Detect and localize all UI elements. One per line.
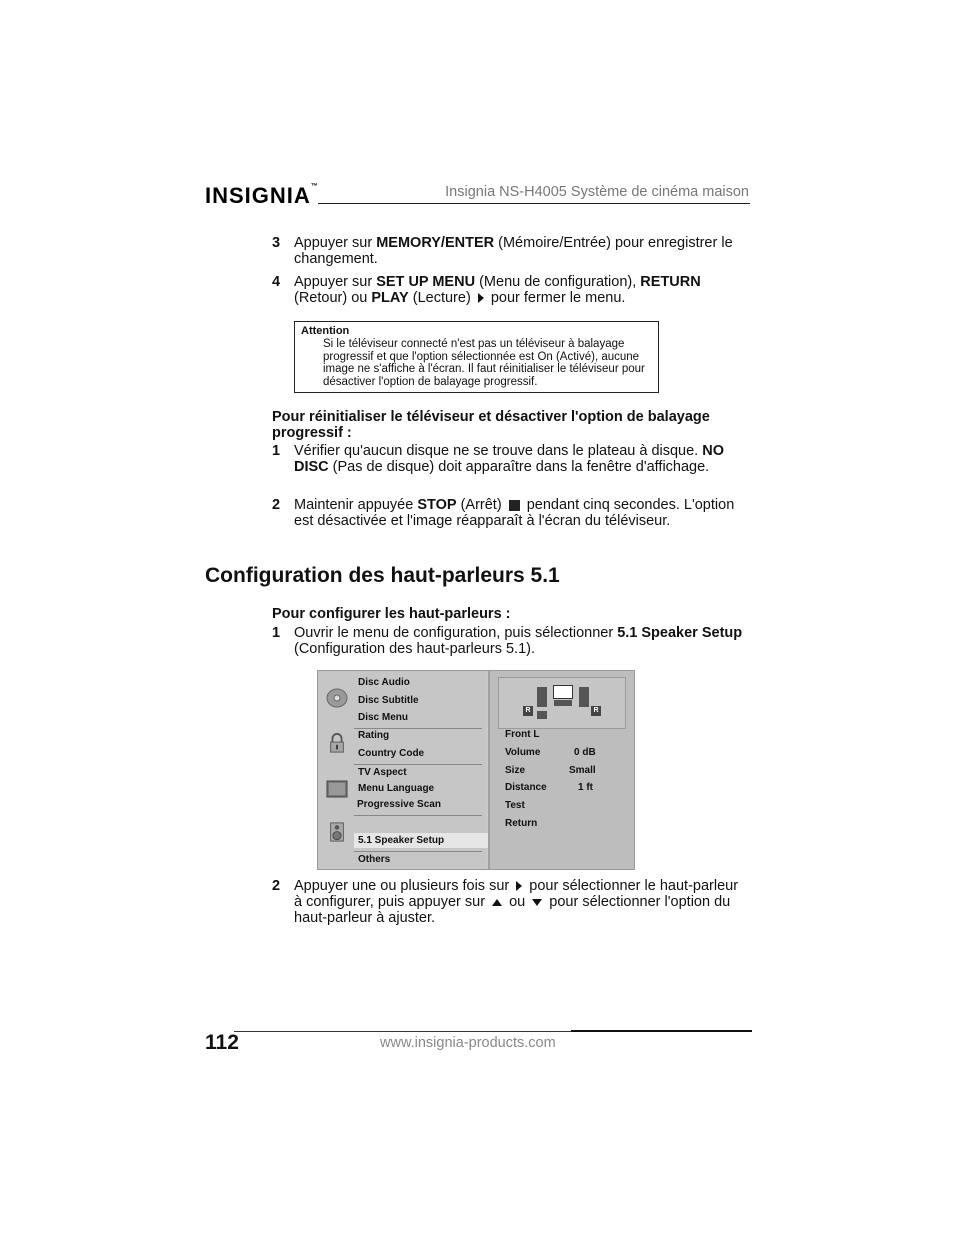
footer-url: www.insignia-products.com — [380, 1035, 556, 1051]
header-divider — [318, 203, 750, 204]
subwoofer-icon — [537, 711, 547, 719]
config-step-2: 2 Appuyer une ou plusieurs fois sur pour sélectionner le haut-parleur à configurer, puis appuyer sur ou pour sélectionner l'option du haut-parleur à ajuster. — [272, 878, 739, 926]
tv-icon — [326, 779, 348, 799]
attention-title: Attention — [301, 325, 350, 337]
setting-size-value: Small — [569, 765, 596, 776]
lock-icon — [326, 733, 348, 753]
center-speaker-icon — [554, 700, 572, 706]
menu-item-rating[interactable]: Rating — [358, 730, 390, 741]
front-right-speaker-icon — [579, 687, 589, 707]
step-number: 1 — [272, 625, 281, 641]
menu-item-disc-subtitle[interactable]: Disc Subtitle — [358, 695, 419, 706]
setting-volume-value: 0 dB — [574, 747, 596, 758]
insignia-logo: INSIGNIA™ — [205, 183, 319, 208]
front-left-speaker-icon — [537, 687, 547, 707]
menu-right-panel — [488, 671, 635, 870]
attention-text: Si le téléviseur connecté n'est pas un téléviseur à balayage progressif et que l'option sélectionnée est On (Activé), aucune image ne s'affiche à l'écran. Il faut réinitialiser le téléviseur pour désactiver l'option de balayage progressif. — [323, 338, 645, 388]
rear-right-speaker-icon: R — [591, 706, 601, 716]
menu-divider — [354, 851, 482, 852]
step-number: 2 — [272, 497, 281, 513]
setting-volume-label[interactable]: Volume — [505, 747, 541, 758]
play-arrow-icon — [478, 293, 484, 303]
step-number: 4 — [272, 274, 281, 290]
menu-item-progressive-scan[interactable]: Progressive Scan — [357, 799, 441, 810]
step-number: 3 — [272, 235, 281, 251]
step-3: 3 Appuyer sur MEMORY/ENTER (Mémoire/Entrée) pour enregistrer le changement. — [272, 235, 733, 267]
speaker-icon — [326, 822, 348, 842]
down-arrow-icon — [532, 899, 542, 906]
setting-test[interactable]: Test — [505, 800, 525, 811]
menu-item-others[interactable]: Others — [358, 854, 391, 865]
setting-distance-value: 1 ft — [578, 782, 593, 793]
document-title: Insignia NS-H4005 Système de cinéma maison — [445, 184, 749, 200]
menu-divider — [354, 764, 482, 765]
step-number: 2 — [272, 878, 281, 894]
page-number: 112 — [205, 1031, 239, 1054]
config-heading: Pour configurer les haut-parleurs : — [272, 606, 511, 622]
menu-left-panel — [318, 671, 486, 870]
reset-step-2: 2 Maintenir appuyée STOP (Arrêt) pendant cinq secondes. L'option est désactivée et l'image réapparaît à l'écran du téléviseur. — [272, 497, 735, 529]
up-arrow-icon — [492, 899, 502, 906]
menu-item-menu-language[interactable]: Menu Language — [358, 783, 435, 794]
menu-divider — [354, 728, 482, 729]
attention-box — [294, 321, 659, 393]
setup-menu-screenshot — [317, 670, 635, 870]
step-4: 4 Appuyer sur SET UP MENU (Menu de configuration), RETURN (Retour) ou PLAY (Lecture) pour fermer le menu. — [272, 274, 701, 306]
menu-item-tv-aspect[interactable]: TV Aspect — [358, 767, 407, 778]
menu-item-country-code[interactable]: Country Code — [358, 748, 425, 759]
screen-icon — [553, 685, 573, 699]
step-number: 1 — [272, 443, 281, 459]
footer-divider-bold — [571, 1030, 752, 1032]
menu-item-disc-menu[interactable]: Disc Menu — [358, 712, 409, 723]
footer-divider — [234, 1031, 571, 1032]
menu-item-5-1-speaker-setup[interactable]: 5.1 Speaker Setup — [354, 833, 488, 848]
setting-return[interactable]: Return — [505, 818, 538, 829]
setting-front-l[interactable]: Front L — [505, 729, 540, 740]
setting-distance-label[interactable]: Distance — [505, 782, 547, 793]
right-arrow-icon — [516, 881, 522, 891]
reset-step-1: 1 Vérifier qu'aucun disque ne se trouve dans le plateau à disque. NO DISC (Pas de disque) doit apparaître dans la fenêtre d'affichage. — [272, 443, 724, 475]
setting-size-label[interactable]: Size — [505, 765, 526, 776]
rear-left-speaker-icon: R — [523, 706, 533, 716]
stop-icon — [509, 500, 520, 511]
config-step-1: 1 Ouvrir le menu de configuration, puis sélectionner 5.1 Speaker Setup (Configuration des haut-parleurs 5.1). — [272, 625, 743, 657]
menu-divider — [354, 815, 482, 816]
menu-item-disc-audio[interactable]: Disc Audio — [358, 677, 410, 688]
reset-heading: Pour réinitialiser le téléviseur et désactiver l'option de balayage progressif : — [272, 409, 710, 441]
disc-icon — [326, 688, 348, 708]
section-title: Configuration des haut-parleurs 5.1 — [205, 564, 560, 587]
speaker-layout-diagram — [498, 677, 626, 729]
